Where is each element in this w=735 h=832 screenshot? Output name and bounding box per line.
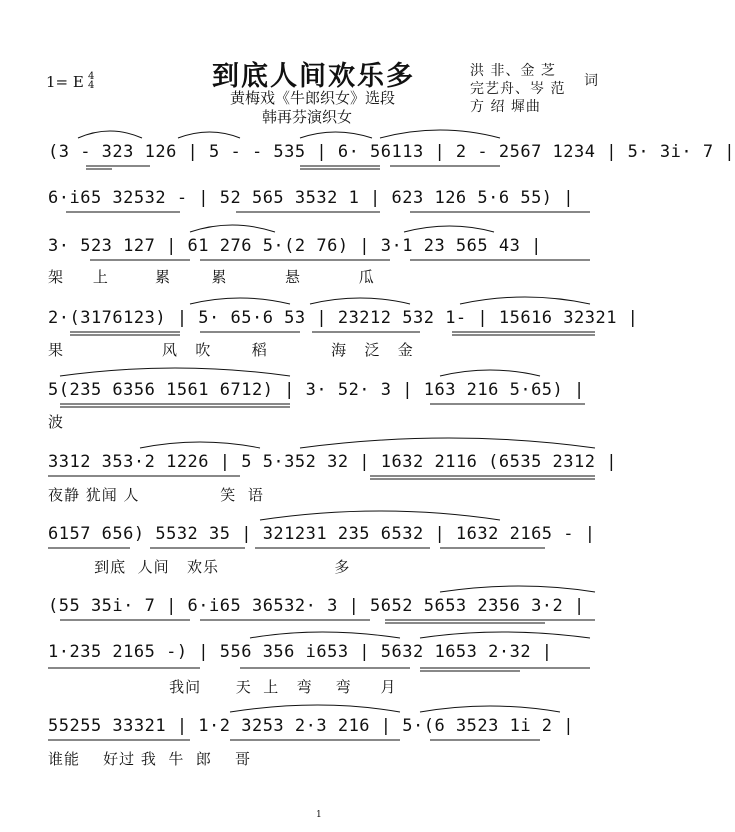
slur xyxy=(178,132,240,138)
time-signature-bottom: 4 xyxy=(88,80,95,91)
song-title: 到底人间欢乐多 xyxy=(212,61,415,92)
slur xyxy=(420,706,560,712)
slur xyxy=(78,131,142,138)
credit-line-3: 方 绍 墀曲 xyxy=(470,99,541,115)
lyrics-row-6: 夜静 犹闻 人 笑 语 xyxy=(48,486,264,504)
notation-row-2: 6·i65 32532 - | 52 565 3532 1 | 623 126 5·6 55) | xyxy=(48,188,575,208)
credit-line-1: 洪 非、金 芝 xyxy=(470,63,556,79)
page-number: 1 xyxy=(316,810,322,820)
slur xyxy=(380,130,500,138)
slur xyxy=(190,298,290,304)
notation-row-6: 3312 353·2 1226 | 5 5·352 32 | 1632 2116 (6535 2312 | xyxy=(48,452,617,472)
slur xyxy=(460,297,590,304)
key-signature: 1= E xyxy=(46,73,84,91)
slur xyxy=(260,511,500,520)
lyrics-row-3: 架 上 累 累 悬 瓜 xyxy=(48,268,375,286)
slur xyxy=(300,132,372,138)
lyrics-row-9: 我问 天 上 弯 弯 月 xyxy=(48,678,397,696)
singer-line: 韩再芬演织女 xyxy=(262,108,353,126)
slur xyxy=(440,370,540,376)
slur xyxy=(440,586,595,592)
lyrics-row-10: 谁能 好过 我 牛 郎 哥 xyxy=(48,750,251,768)
slur xyxy=(190,225,275,232)
notation-row-4: 2·(3176123) | 5· 65·6 53 | 23212 532 1- | 15616 32321 | xyxy=(48,308,639,328)
time-signature-top: 4 xyxy=(88,71,95,82)
slur xyxy=(420,632,590,638)
slur xyxy=(140,442,260,448)
lyrics-row-5: 波 xyxy=(48,413,65,431)
slur xyxy=(404,226,494,232)
notation-row-9: 1·235 2165 -) | 556 356 i653 | 5632 1653 2·32 | xyxy=(48,642,553,662)
lyrics-row-4: 果 风 吹 稻 海 泛 金 xyxy=(48,341,414,359)
song-subtitle: 黄梅戏《牛郎织女》选段 xyxy=(230,89,396,107)
notation-row-8: (55 35i· 7 | 6·i65 36532· 3 | 5652 5653 2356 3·2 | xyxy=(48,596,585,616)
notation-row-5: 5(235 6356 1561 6712) | 3· 52· 3 | 163 216 5·65) | xyxy=(48,380,585,400)
notation-row-7: 6157 656) 5532 35 | 321231 235 6532 | 1632 2165 - | xyxy=(48,524,596,544)
notation-row-10: 55255 33321 | 1·2 3253 2·3 216 | 5·(6 3523 1i 2 | xyxy=(48,716,575,736)
lyrics-row-7: 到底 人间 欢乐 多 xyxy=(48,558,351,576)
notation-row-3: 3· 523 127 | 61 276 5·(2 76) | 3·1 23 565 43 | xyxy=(48,236,542,256)
slur xyxy=(310,298,410,304)
slur xyxy=(230,705,400,712)
credit-line-2: 完艺舟、岑 范 xyxy=(470,81,566,97)
notation-row-1: (3 - 323 126 | 5 - - 535 | 6· 56113 | 2 - 2567 1234 | 5· 3i· 7 | xyxy=(48,142,735,162)
slur xyxy=(250,632,400,638)
slur xyxy=(60,368,290,376)
slur xyxy=(300,438,595,448)
credit-suffix: 词 xyxy=(584,73,599,89)
